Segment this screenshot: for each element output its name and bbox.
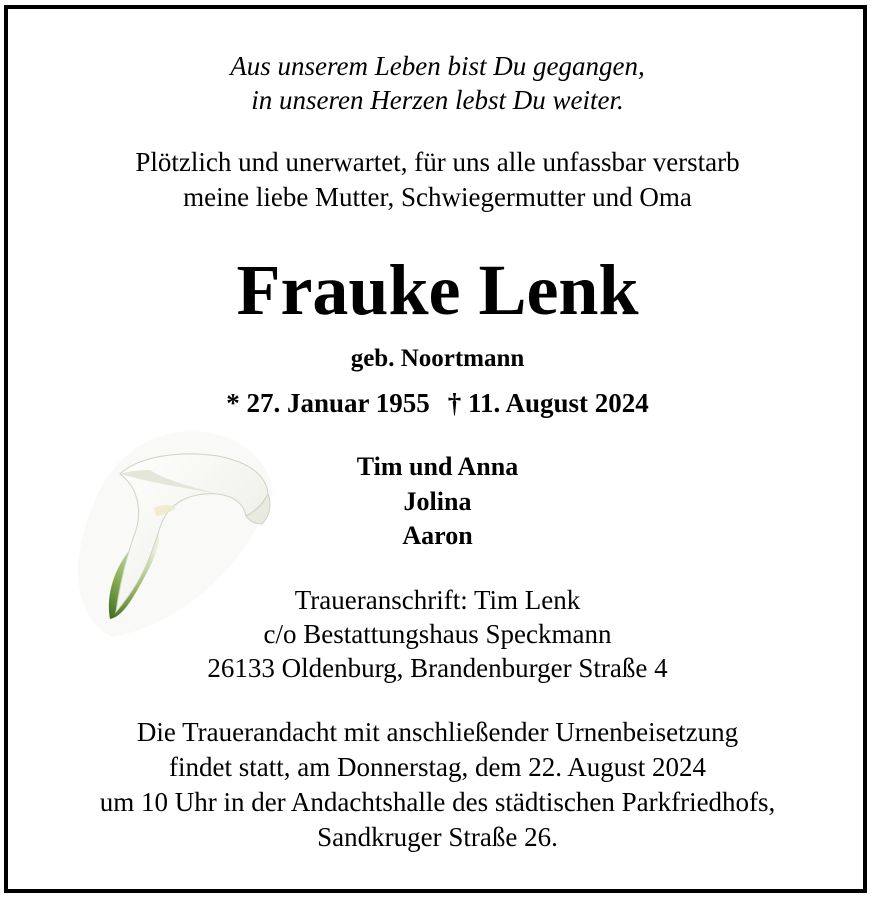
motto-line-1: Aus unserem Leben bist Du gegangen, xyxy=(230,51,645,81)
mourner-2: Jolina xyxy=(403,487,472,516)
maiden-name: geb. Noortmann xyxy=(350,345,525,372)
death-date: † 11. August 2024 xyxy=(447,388,649,418)
life-dates xyxy=(0,388,875,419)
mourner-1: Tim und Anna xyxy=(356,452,519,481)
intro-line-2: meine liebe Mutter, Schwiegermutter und Oma xyxy=(183,182,692,212)
address-line-2: c/o Bestattungshaus Speckmann xyxy=(263,619,612,649)
motto-line-2: in unseren Herzen lebst Du weiter. xyxy=(251,85,624,115)
service-line-1: Die Trauerandacht mit anschließender Urnenbeisetzung xyxy=(136,717,739,747)
deceased-name: Frauke Lenk xyxy=(236,250,639,330)
intro-line-1: Plötzlich und unerwartet, für uns alle unfassbar verstarb xyxy=(135,147,740,177)
service-line-3: um 10 Uhr in der Andachtshalle des städtischen Parkfriedhofs, xyxy=(99,787,776,817)
address-line-1: Traueranschrift: Tim Lenk xyxy=(294,585,581,615)
service-line-4: Sandkruger Straße 26. xyxy=(317,822,558,852)
address-line-3: 26133 Oldenburg, Brandenburger Straße 4 xyxy=(207,653,668,683)
service-line-2: findet statt, am Donnerstag, dem 22. August 2024 xyxy=(169,752,706,782)
birth-date: * 27. Januar 1955 xyxy=(226,388,430,418)
mourner-3: Aaron xyxy=(402,521,473,550)
